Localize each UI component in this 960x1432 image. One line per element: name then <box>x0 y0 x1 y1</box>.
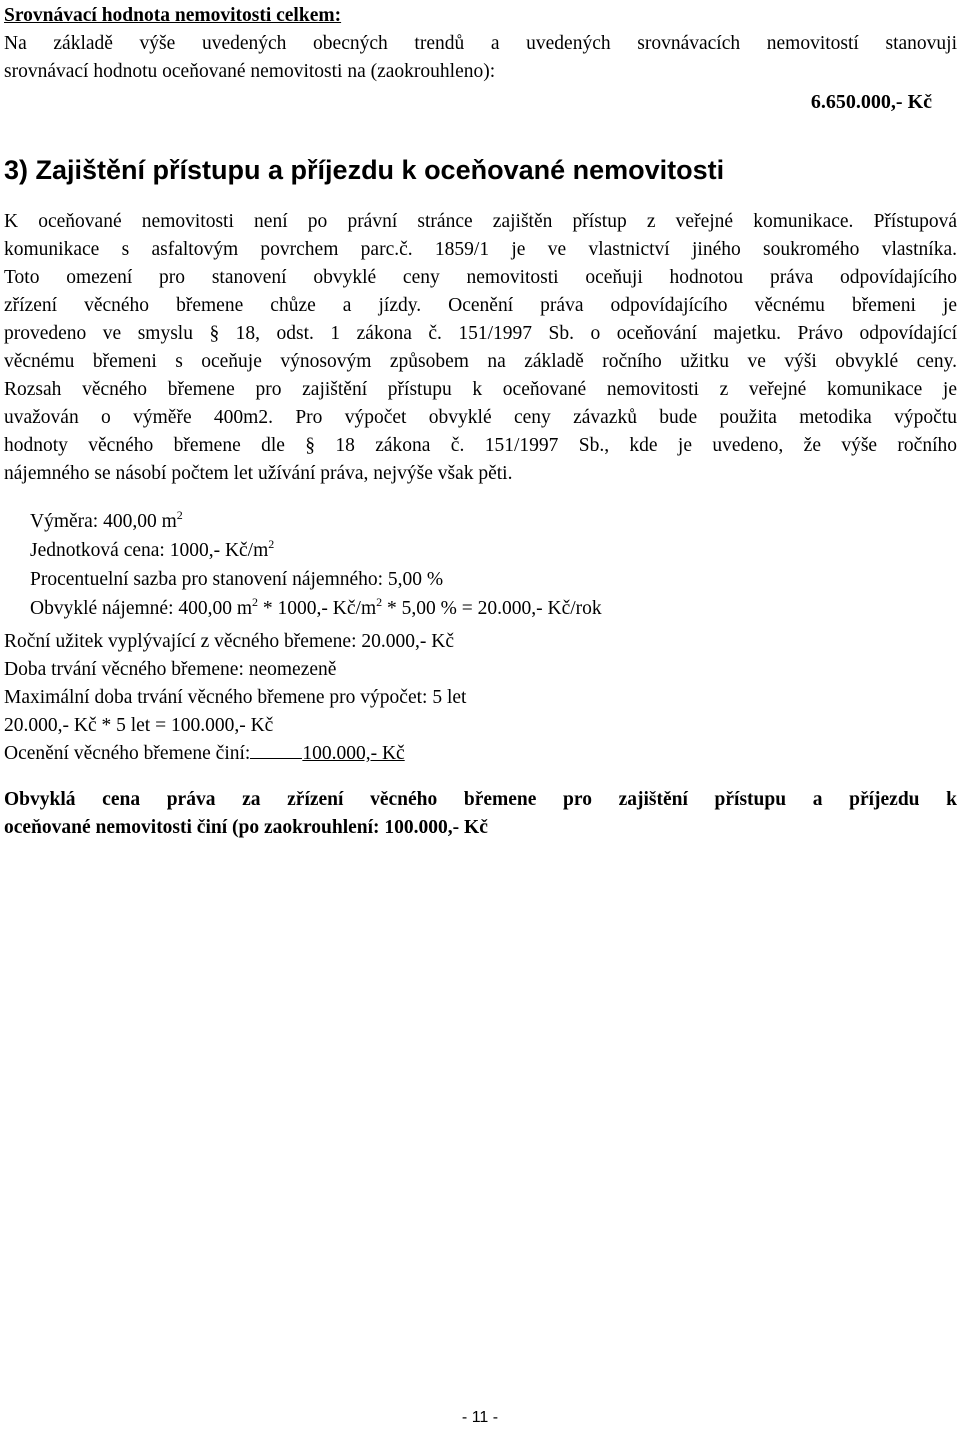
summary-total: 6.650.000,- Kč <box>810 91 932 113</box>
section-title: 3) Zajištění přístupu a příjezdu k oceňované nemovitosti <box>4 155 725 185</box>
summary-block <box>4 2 957 86</box>
body-line: hodnoty věcného břemene dle § 18 zákona č. 151/1997 Sb., kde je uvedeno, že výše ročního <box>4 435 957 456</box>
computation-row: 20.000,- Kč * 5 let = 100.000,- Kč <box>4 715 274 736</box>
area-label: Výměra: 400,00 m <box>30 511 177 532</box>
area-exponent: 2 <box>176 507 183 522</box>
conclusion-line-2: oceňované nemovitosti činí (po zaokrouhlení: 100.000,- Kč <box>4 817 488 838</box>
body-line: nájemného se násobí počtem let užívání práva, nejvýše však pěti. <box>4 463 513 484</box>
rent-part-c: * 5,00 % = 20.000,- Kč/rok <box>382 598 602 619</box>
section-body <box>4 208 957 488</box>
rent-exponent-2: 2 <box>376 594 383 609</box>
body-line: zřízení věcného břemene chůze a jízdy. Ocenění práva odpovídajícího věcnému břemeni je <box>4 295 957 316</box>
unit-price-label: Jednotková cena: 1000,- Kč/m <box>30 540 269 561</box>
body-line: komunikace s asfaltovým povrchem parc.č. 1859/1 je ve vlastnictví jiného soukromého vlastníka. <box>4 239 957 260</box>
rent-part-b: * 1000,- Kč/m <box>258 598 377 619</box>
rent-part-a: Obvyklé nájemné: 400,00 m <box>30 598 253 619</box>
calculation-list <box>30 508 602 624</box>
body-line: provedeno ve smyslu § 18, odst. 1 zákona č. 151/1997 Sb. o oceňování majetku. Právo odpovídající <box>4 323 957 344</box>
rate-row: Procentuelní sazba pro stanovení nájemného: 5,00 % <box>30 569 444 590</box>
unit-price-exponent: 2 <box>268 536 275 551</box>
page-number: - 11 - <box>461 1409 499 1426</box>
summary-line-2: srovnávací hodnotu oceňované nemovitosti na (zaokrouhleno): <box>4 61 496 82</box>
valuation-label: Ocenění věcného břemene činí: <box>4 743 251 764</box>
body-line: Rozsah věcného břemene pro zajištění přístupu k oceňované nemovitosti z veřejné komunikace je <box>4 379 957 400</box>
rent-row <box>30 595 602 624</box>
annual-benefit-row: Roční užitek vyplývající z věcného břemene: 20.000,- Kč <box>4 631 454 652</box>
rent-exponent-1: 2 <box>252 594 259 609</box>
body-line: věcnému břemeni s oceňuje výnosovým způsobem na základě ročního užitku ve výši obvyklé ceny. <box>4 351 957 372</box>
area-row <box>30 508 602 537</box>
valuation-underline-gap <box>250 757 302 759</box>
body-line: Toto omezení pro stanovení obvyklé ceny nemovitosti oceňuji hodnotou práva odpovídajícího <box>4 267 957 288</box>
summary-heading: Srovnávací hodnota nemovitosti celkem: <box>4 5 342 26</box>
valuation-row <box>4 740 466 768</box>
results-list <box>4 628 466 768</box>
body-line: uvažován o výměře 400m2. Pro výpočet obvyklé ceny závazků bude použita metodika výpočtu <box>4 407 957 428</box>
unit-price-row <box>30 537 602 566</box>
body-line: K oceňované nemovitosti není po právní stránce zajištěn přístup z veřejné komunikace. Přístupová <box>4 211 957 232</box>
summary-line-1: Na základě výše uvedených obecných trendů a uvedených srovnávacích nemovitostí stanovuji <box>4 33 957 54</box>
conclusion-line-1: Obvyklá cena práva za zřízení věcného břemene pro zajištění přístupu a příjezdu k <box>4 789 957 810</box>
duration-row: Doba trvání věcného břemene: neomezeně <box>4 659 337 680</box>
valuation-value: 100.000,- Kč <box>302 743 405 764</box>
max-duration-row: Maximální doba trvání věcného břemene pro výpočet: 5 let <box>4 687 467 708</box>
conclusion-block <box>4 786 957 842</box>
